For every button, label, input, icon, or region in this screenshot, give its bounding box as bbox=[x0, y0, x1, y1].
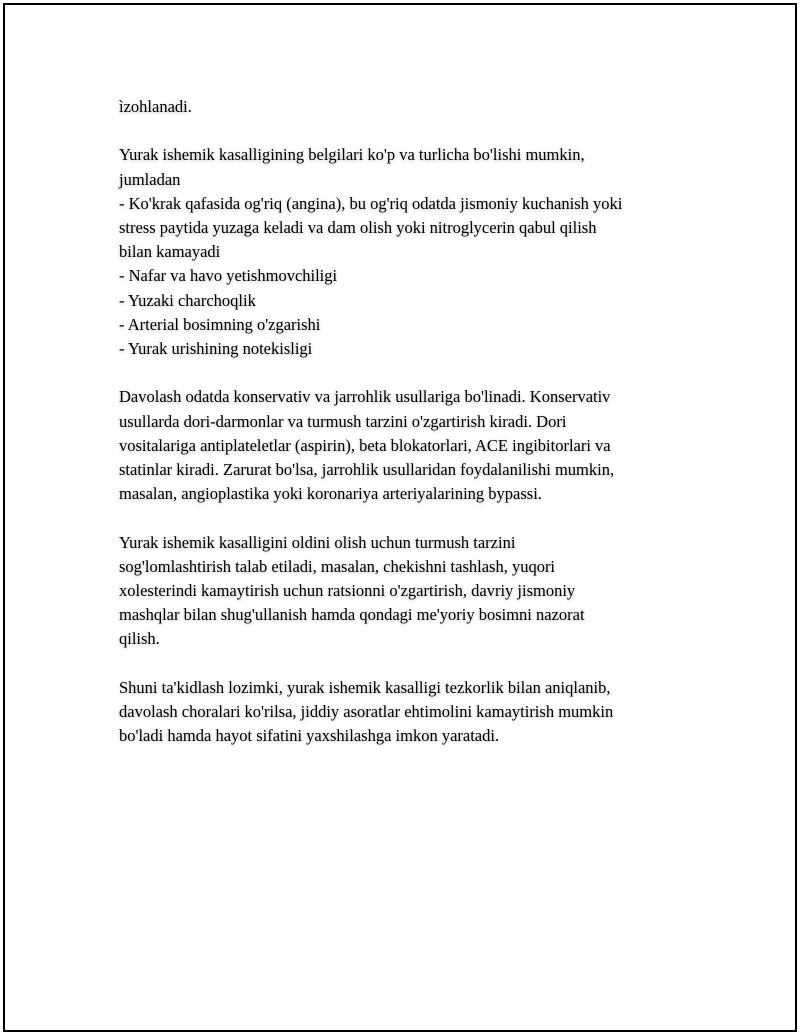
text-line: - Yurak urishining notekisligi bbox=[119, 339, 313, 359]
paragraph bbox=[119, 385, 694, 506]
paragraph bbox=[119, 95, 694, 119]
text-line: vositalariga antiplateletlar (aspirin), beta blokatorlari, ACE ingibitorlari va bbox=[119, 435, 611, 455]
text-line: Yurak ishemik kasalligining belgilari ko'p va turlicha bo'lishi mumkin, bbox=[119, 145, 585, 165]
text-line: jumladan bbox=[119, 169, 181, 189]
text-line: xolesterindi kamaytirish uchun ratsionni o'zgartirish, davriy jismoniy bbox=[119, 581, 576, 601]
paragraph bbox=[119, 143, 694, 361]
text-line: Davolash odatda konservativ va jarrohlik usullariga bo'linadi. Konservativ bbox=[119, 387, 611, 407]
text-line: davolash choralari ko'rilsa, jiddiy asoratlar ehtimolini kamaytirish mumkin bbox=[119, 702, 614, 722]
document-body bbox=[119, 95, 694, 773]
text-line: masalan, angioplastika yoki koronariya arteriyalarining bypassi. bbox=[119, 484, 542, 504]
text-line: bilan kamayadi bbox=[119, 242, 221, 262]
paragraph bbox=[119, 531, 694, 652]
text-line: qilish. bbox=[119, 629, 160, 649]
text-line: usullarda dori-darmonlar va turmush tarzini o'zgartirish kiradi. Dori bbox=[119, 411, 567, 431]
text-line: - Ko'krak qafasida og'riq (angina), bu og'riq odatda jismoniy kuchanish yoki bbox=[119, 193, 623, 213]
text-line: sog'lomlashtirish talab etiladi, masalan, chekishni tashlash, yuqori bbox=[119, 556, 556, 576]
text-line: Shuni ta'kidlash lozimki, yurak ishemik kasalligi tezkorlik bilan aniqlanib, bbox=[119, 677, 611, 697]
text-line: bo'ladi hamda hayot sifatini yaxshilashga imkon yaratadi. bbox=[119, 726, 500, 746]
text-line: ìzohlanadi. bbox=[119, 97, 192, 116]
page-frame bbox=[3, 3, 797, 1032]
text-line: - Nafar va havo yetishmovchiligi bbox=[119, 266, 338, 286]
text-line: Yurak ishemik kasalligini oldini olish uchun turmush tarzini bbox=[119, 532, 516, 552]
text-line: mashqlar bilan shug'ullanish hamda qondagi me'yoriy bosimni nazorat bbox=[119, 605, 585, 625]
text-line: stress paytida yuzaga keladi va dam olish yoki nitroglycerin qabul qilish bbox=[119, 218, 597, 237]
text-line: - Yuzaki charchoqlik bbox=[119, 290, 256, 310]
text-line: statinlar kiradi. Zarurat bo'lsa, jarrohlik usullaridan foydalanilishi mumkin, bbox=[119, 460, 615, 480]
text-line: - Arterial bosimning o'zgarishi bbox=[119, 314, 321, 334]
paragraph bbox=[119, 676, 694, 749]
